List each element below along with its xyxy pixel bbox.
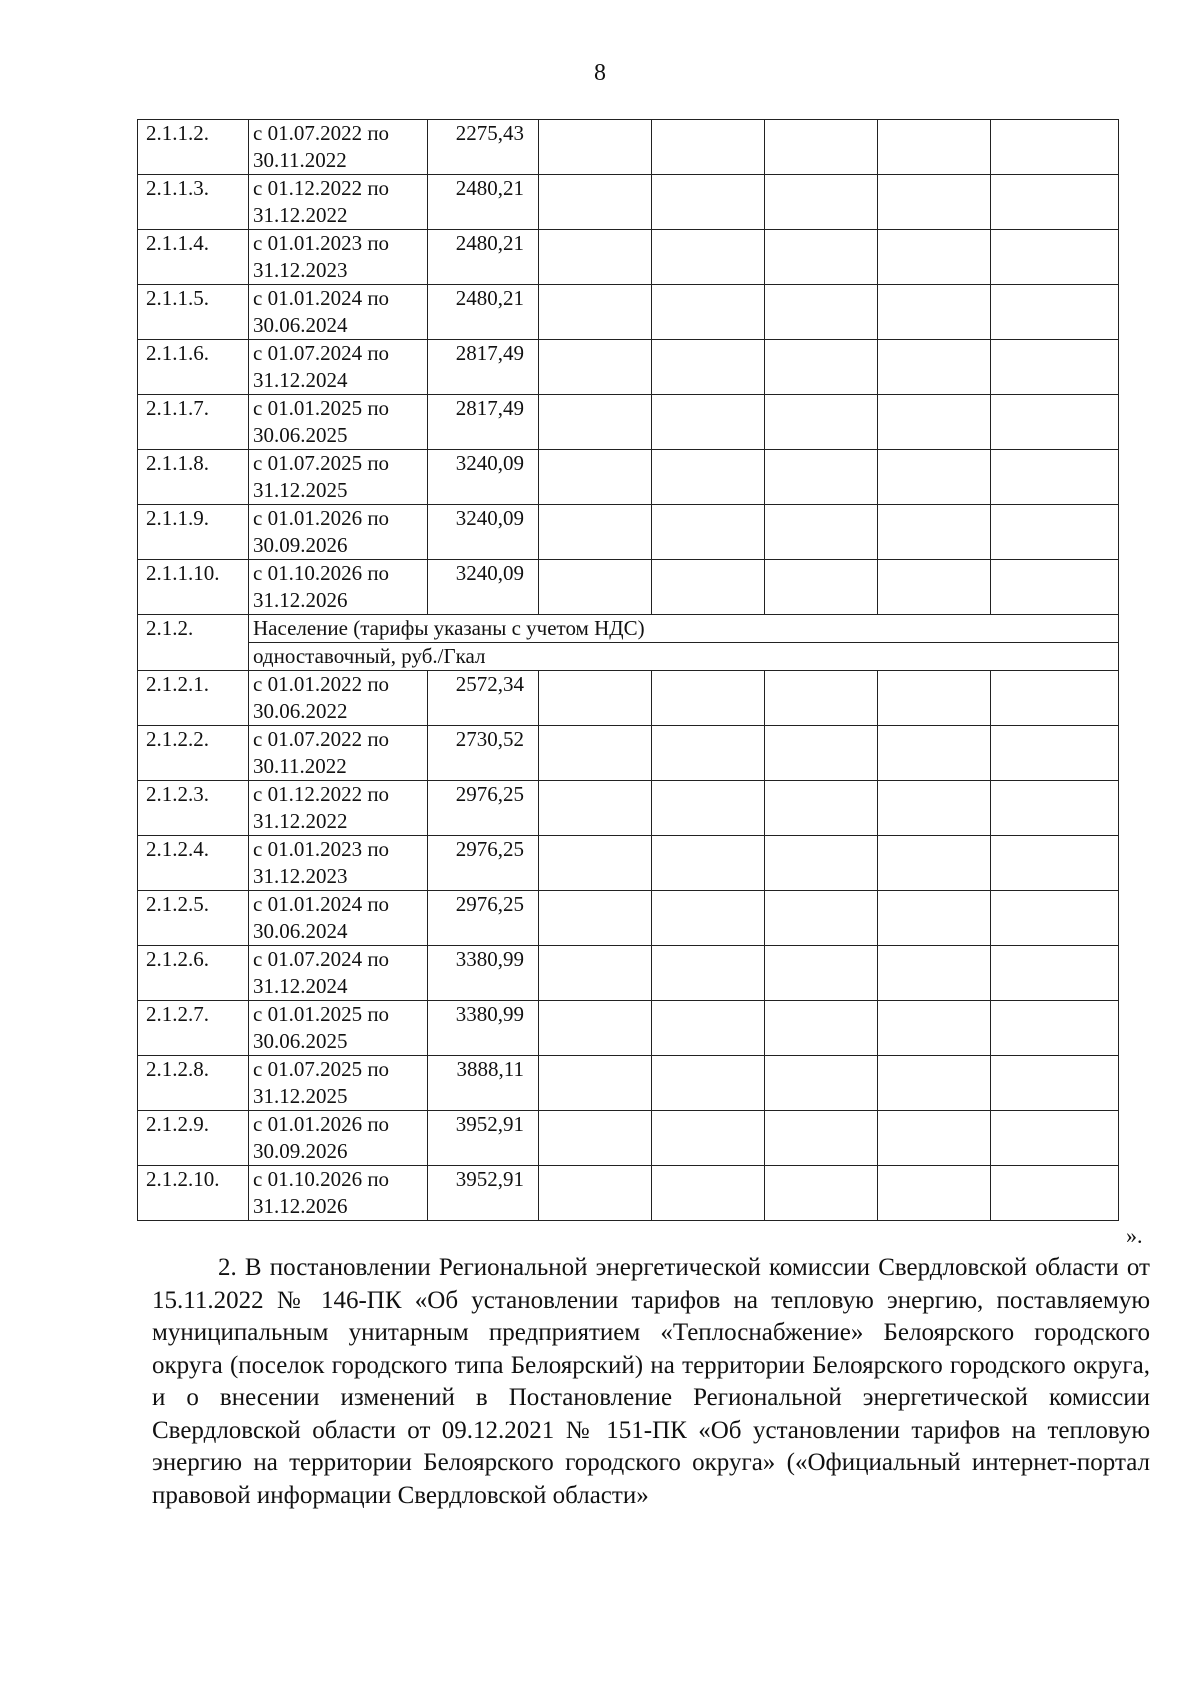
section-subtitle-row [138,643,1119,671]
empty-cell [991,1001,1119,1056]
row-number: 2.1.1.9. [138,505,249,560]
row-period: с 01.07.2025 по 31.12.2025 [249,1056,428,1111]
empty-cell [765,1111,878,1166]
section-number: 2.1.2. [138,615,249,671]
empty-cell [652,120,765,175]
empty-cell [765,1001,878,1056]
empty-cell [539,560,652,615]
empty-cell [991,560,1119,615]
empty-cell [539,285,652,340]
empty-cell [765,120,878,175]
empty-cell [878,1111,991,1166]
empty-cell [878,1001,991,1056]
empty-cell [765,340,878,395]
empty-cell [991,340,1119,395]
empty-cell [539,450,652,505]
row-number: 2.1.1.5. [138,285,249,340]
empty-cell [765,230,878,285]
row-number: 2.1.2.10. [138,1166,249,1221]
table-row [138,671,1119,726]
empty-cell [765,175,878,230]
empty-cell [991,946,1119,1001]
empty-cell [652,781,765,836]
table-row [138,1111,1119,1166]
empty-cell [991,395,1119,450]
row-number: 2.1.2.3. [138,781,249,836]
section-title: Население (тарифы указаны с учетом НДС) [249,615,1119,643]
empty-cell [539,120,652,175]
row-period: с 01.07.2022 по 30.11.2022 [249,726,428,781]
row-number: 2.1.1.10. [138,560,249,615]
row-number: 2.1.1.6. [138,340,249,395]
empty-cell [991,1166,1119,1221]
row-tariff-value: 2480,21 [428,230,539,285]
empty-cell [539,1001,652,1056]
empty-cell [878,120,991,175]
empty-cell [991,230,1119,285]
empty-cell [991,836,1119,891]
table-row [138,891,1119,946]
row-period: с 01.01.2025 по 30.06.2025 [249,395,428,450]
row-tariff-value: 3240,09 [428,560,539,615]
empty-cell [652,230,765,285]
row-period: с 01.07.2024 по 31.12.2024 [249,340,428,395]
table-row [138,1001,1119,1056]
empty-cell [878,1166,991,1221]
row-period: с 01.10.2026 по 31.12.2026 [249,1166,428,1221]
page-number: 8 [594,60,606,86]
empty-cell [991,671,1119,726]
table-row [138,120,1119,175]
row-tariff-value: 3240,09 [428,505,539,560]
table-row [138,285,1119,340]
empty-cell [652,560,765,615]
empty-cell [878,340,991,395]
body-paragraph: 2. В постановлении Региональной энергетической комиссии Свердловской области от 15.11.2022 № 146-ПК «Об установлении тарифов на тепловую энергию, поставляемую муниципальным унитарным предприятием «Теплоснабжение» Белоярского городского округа (поселок городского типа Белоярский) на территории Белоярского городского округа, и о внесении изменений в Постановление Региональной энергетической комиссии Свердловской области от 09.12.2021 № 151-ПК «Об установлении тарифов на тепловую энергию на территории Белоярского городского округа» («Официальный интернет-портал правовой информации Свердловской области» [152,1254,1150,1509]
empty-cell [878,1056,991,1111]
row-period: с 01.10.2026 по 31.12.2026 [249,560,428,615]
row-number: 2.1.2.8. [138,1056,249,1111]
empty-cell [765,1056,878,1111]
row-tariff-value: 2275,43 [428,120,539,175]
row-period: с 01.01.2024 по 30.06.2024 [249,891,428,946]
empty-cell [765,285,878,340]
empty-cell [652,726,765,781]
row-number: 2.1.1.2. [138,120,249,175]
empty-cell [652,285,765,340]
empty-cell [652,1056,765,1111]
empty-cell [539,891,652,946]
empty-cell [878,560,991,615]
empty-cell [539,395,652,450]
row-period: с 01.12.2022 по 31.12.2022 [249,175,428,230]
empty-cell [878,285,991,340]
row-number: 2.1.2.1. [138,671,249,726]
empty-cell [539,1056,652,1111]
row-tariff-value: 3888,11 [428,1056,539,1111]
row-number: 2.1.1.7. [138,395,249,450]
empty-cell [765,395,878,450]
empty-cell [991,505,1119,560]
table-row [138,1166,1119,1221]
empty-cell [765,891,878,946]
row-tariff-value: 2817,49 [428,395,539,450]
row-number: 2.1.2.4. [138,836,249,891]
empty-cell [991,726,1119,781]
empty-cell [878,781,991,836]
empty-cell [539,1166,652,1221]
empty-cell [878,505,991,560]
row-tariff-value: 3952,91 [428,1111,539,1166]
empty-cell [652,671,765,726]
empty-cell [991,1111,1119,1166]
row-tariff-value: 3380,99 [428,1001,539,1056]
empty-cell [878,836,991,891]
empty-cell [539,1111,652,1166]
row-period: с 01.01.2024 по 30.06.2024 [249,285,428,340]
empty-cell [991,175,1119,230]
empty-cell [652,1111,765,1166]
empty-cell [539,836,652,891]
row-number: 2.1.1.4. [138,230,249,285]
row-number: 2.1.1.3. [138,175,249,230]
empty-cell [878,450,991,505]
empty-cell [765,1166,878,1221]
empty-cell [765,726,878,781]
empty-cell [765,560,878,615]
empty-cell [765,671,878,726]
empty-cell [539,726,652,781]
empty-cell [652,450,765,505]
empty-cell [878,671,991,726]
row-tariff-value: 3380,99 [428,946,539,1001]
empty-cell [991,1056,1119,1111]
row-period: с 01.01.2025 по 30.06.2025 [249,1001,428,1056]
empty-cell [652,505,765,560]
table-row [138,946,1119,1001]
closing-quote: ». [1126,1223,1143,1248]
empty-cell [539,505,652,560]
empty-cell [991,450,1119,505]
empty-cell [539,230,652,285]
row-period: с 01.01.2026 по 30.09.2026 [249,1111,428,1166]
empty-cell [652,946,765,1001]
empty-cell [878,175,991,230]
empty-cell [765,836,878,891]
table-row [138,450,1119,505]
empty-cell [539,781,652,836]
empty-cell [878,395,991,450]
empty-cell [765,450,878,505]
empty-cell [991,781,1119,836]
row-period: с 01.07.2025 по 31.12.2025 [249,450,428,505]
row-period: с 01.01.2023 по 31.12.2023 [249,230,428,285]
empty-cell [539,946,652,1001]
table-row [138,395,1119,450]
table-row [138,726,1119,781]
empty-cell [539,175,652,230]
table-row [138,836,1119,891]
row-period: с 01.01.2022 по 30.06.2022 [249,671,428,726]
row-tariff-value: 2572,34 [428,671,539,726]
row-number: 2.1.2.7. [138,1001,249,1056]
empty-cell [652,891,765,946]
empty-cell [652,1001,765,1056]
row-period: с 01.12.2022 по 31.12.2022 [249,781,428,836]
empty-cell [539,671,652,726]
empty-cell [765,505,878,560]
row-number: 2.1.2.9. [138,1111,249,1166]
empty-cell [991,120,1119,175]
empty-cell [539,340,652,395]
empty-cell [652,340,765,395]
row-number: 2.1.1.8. [138,450,249,505]
row-period: с 01.01.2023 по 31.12.2023 [249,836,428,891]
section-row [138,615,1119,643]
row-period: с 01.07.2022 по 30.11.2022 [249,120,428,175]
row-tariff-value: 2730,52 [428,726,539,781]
empty-cell [652,175,765,230]
row-number: 2.1.2.2. [138,726,249,781]
section-subtitle: одноставочный, руб./Гкал [249,643,1119,671]
empty-cell [878,726,991,781]
empty-cell [652,395,765,450]
row-number: 2.1.2.6. [138,946,249,1001]
table-row [138,505,1119,560]
empty-cell [652,836,765,891]
row-tariff-value: 3240,09 [428,450,539,505]
row-tariff-value: 2976,25 [428,891,539,946]
empty-cell [652,1166,765,1221]
table-row [138,1056,1119,1111]
empty-cell [878,946,991,1001]
tariff-table [137,119,1119,1221]
empty-cell [765,946,878,1001]
row-period: с 01.07.2024 по 31.12.2024 [249,946,428,1001]
empty-cell [991,285,1119,340]
row-tariff-value: 2817,49 [428,340,539,395]
row-tariff-value: 3952,91 [428,1166,539,1221]
empty-cell [878,891,991,946]
table-row [138,340,1119,395]
empty-cell [765,781,878,836]
empty-cell [878,230,991,285]
table-row [138,781,1119,836]
row-tariff-value: 2976,25 [428,836,539,891]
empty-cell [991,891,1119,946]
table-row [138,560,1119,615]
row-tariff-value: 2480,21 [428,175,539,230]
table-row [138,230,1119,285]
row-period: с 01.01.2026 по 30.09.2026 [249,505,428,560]
row-number: 2.1.2.5. [138,891,249,946]
table-row [138,175,1119,230]
row-tariff-value: 2976,25 [428,781,539,836]
row-tariff-value: 2480,21 [428,285,539,340]
